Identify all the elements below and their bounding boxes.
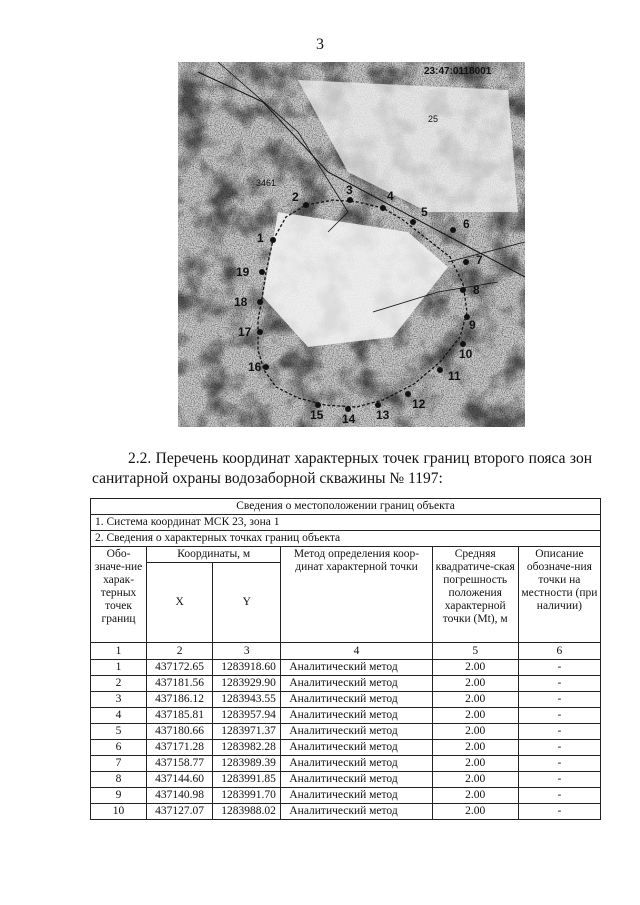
- coord-x: 437181.56: [147, 676, 213, 692]
- column-number: 5: [432, 643, 518, 660]
- boundary-point-label: 4: [387, 189, 394, 203]
- boundary-point-marker: [450, 227, 456, 233]
- table-row: [91, 692, 601, 708]
- boundary-point-label: 5: [421, 205, 428, 219]
- header-x: X: [147, 563, 213, 643]
- boundary-point-label: 8: [473, 283, 480, 297]
- column-number: 2: [147, 643, 213, 660]
- table-body: [91, 660, 601, 820]
- boundary-point-label: 15: [310, 408, 324, 422]
- table-title: Сведения о местоположении границ объекта: [91, 499, 601, 515]
- boundary-point-label: 16: [248, 360, 262, 374]
- boundary-point-label: 1: [257, 231, 264, 245]
- boundary-point-marker: [303, 202, 309, 208]
- boundary-point-label: 11: [448, 369, 461, 383]
- error-cell: 2.00: [432, 676, 518, 692]
- coord-y: 1283989.39: [213, 756, 281, 772]
- boundary-point-label: 10: [459, 347, 473, 361]
- method-cell: Аналитический метод: [281, 708, 432, 724]
- table-row: [91, 660, 601, 676]
- method-cell: Аналитический метод: [281, 756, 432, 772]
- boundary-point-label: 7: [476, 253, 483, 267]
- method-cell: Аналитический метод: [281, 772, 432, 788]
- point-number: 1: [91, 660, 147, 676]
- method-cell: Аналитический метод: [281, 724, 432, 740]
- error-cell: 2.00: [432, 660, 518, 676]
- method-cell: Аналитический метод: [281, 692, 432, 708]
- error-cell: 2.00: [432, 708, 518, 724]
- boundary-point-label: 3: [346, 183, 353, 197]
- coordinates-table: [90, 498, 601, 820]
- header-y: Y: [213, 563, 281, 643]
- coord-x: 437171.28: [147, 740, 213, 756]
- description-cell: -: [518, 804, 600, 820]
- column-number: 3: [213, 643, 281, 660]
- error-cell: 2.00: [432, 756, 518, 772]
- column-numbers-row: [91, 643, 601, 660]
- header-designation: Обо-значе-ние харак-терных точек границ: [91, 547, 147, 643]
- table-title-row: [91, 499, 601, 515]
- table-row: [91, 804, 601, 820]
- point-number: 9: [91, 788, 147, 804]
- description-cell: -: [518, 772, 600, 788]
- description-cell: -: [518, 788, 600, 804]
- header-error: Средняя квадратиче-ская погрешность положения характерной точки (Mt), м: [432, 547, 518, 643]
- description-cell: -: [518, 692, 600, 708]
- table-row: [91, 676, 601, 692]
- boundary-point-marker: [380, 205, 386, 211]
- coord-y: 1283929.90: [213, 676, 281, 692]
- header-method: Метод определения коор-динат характерной точки: [281, 547, 432, 643]
- coord-x: 437186.12: [147, 692, 213, 708]
- method-cell: Аналитический метод: [281, 788, 432, 804]
- description-cell: -: [518, 740, 600, 756]
- coord-x: 437140.98: [147, 788, 213, 804]
- header-coordinates: Координаты, м: [147, 547, 281, 563]
- point-number: 5: [91, 724, 147, 740]
- description-cell: -: [518, 660, 600, 676]
- coord-y: 1283991.85: [213, 772, 281, 788]
- boundary-point-marker: [257, 299, 263, 305]
- coord-y: 1283991.70: [213, 788, 281, 804]
- table-row: [91, 788, 601, 804]
- boundary-point-marker: [263, 364, 269, 370]
- point-number: 2: [91, 676, 147, 692]
- coord-x: 437185.81: [147, 708, 213, 724]
- table-system-row: [91, 515, 601, 531]
- column-number: 4: [281, 643, 432, 660]
- error-cell: 2.00: [432, 724, 518, 740]
- table-points-row: [91, 531, 601, 547]
- column-number: 6: [518, 643, 600, 660]
- boundary-point-label: 18: [234, 295, 248, 309]
- boundary-point-label: 9: [469, 318, 476, 332]
- boundary-point-label: 6: [463, 217, 470, 231]
- point-number: 4: [91, 708, 147, 724]
- error-cell: 2.00: [432, 804, 518, 820]
- coord-y: 1283957.94: [213, 708, 281, 724]
- table-row: [91, 724, 601, 740]
- coord-x: 437172.65: [147, 660, 213, 676]
- boundary-point-marker: [405, 391, 411, 397]
- points-section-title: 2. Сведения о характерных точках границ объекта: [91, 531, 601, 547]
- boundary-point-marker: [257, 329, 263, 335]
- description-cell: -: [518, 724, 600, 740]
- error-cell: 2.00: [432, 692, 518, 708]
- boundary-point-label: 19: [236, 265, 250, 279]
- coord-y: 1283943.55: [213, 692, 281, 708]
- coord-y: 1283982.28: [213, 740, 281, 756]
- boundary-point-label: 12: [412, 397, 426, 411]
- map-label: 25: [428, 114, 439, 124]
- error-cell: 2.00: [432, 788, 518, 804]
- coord-x: 437180.66: [147, 724, 213, 740]
- method-cell: Аналитический метод: [281, 740, 432, 756]
- boundary-point-marker: [259, 269, 265, 275]
- point-number: 7: [91, 756, 147, 772]
- boundary-point-marker: [410, 219, 416, 225]
- coord-x: 437144.60: [147, 772, 213, 788]
- map-label: 3461: [256, 178, 277, 188]
- method-cell: Аналитический метод: [281, 804, 432, 820]
- page-number: 3: [316, 36, 324, 53]
- point-number: 3: [91, 692, 147, 708]
- error-cell: 2.00: [432, 772, 518, 788]
- point-number: 10: [91, 804, 147, 820]
- boundary-point-label: 13: [376, 408, 390, 422]
- map-image: [178, 62, 525, 427]
- table-header-row-1: [91, 547, 601, 563]
- point-number: 8: [91, 772, 147, 788]
- coord-y: 1283988.02: [213, 804, 281, 820]
- table-row: [91, 772, 601, 788]
- coord-y: 1283971.37: [213, 724, 281, 740]
- method-cell: Аналитический метод: [281, 676, 432, 692]
- coord-x: 437158.77: [147, 756, 213, 772]
- coord-y: 1283918.60: [213, 660, 281, 676]
- table-row: [91, 740, 601, 756]
- section-title: 2.2. Перечень координат характерных точек границ второго пояса зон санитарной охраны водозаборной скважины № 1197:: [92, 450, 592, 487]
- error-cell: 2.00: [432, 740, 518, 756]
- map-header-code: 23:47:0118001: [424, 66, 492, 77]
- coord-x: 437127.07: [147, 804, 213, 820]
- coordinate-system: 1. Система координат МСК 23, зона 1: [91, 515, 601, 531]
- boundary-point-label: 17: [238, 325, 252, 339]
- description-cell: -: [518, 756, 600, 772]
- boundary-point-marker: [347, 197, 353, 203]
- boundary-point-label: 14: [342, 412, 356, 426]
- table-row: [91, 756, 601, 772]
- boundary-point-label: 2: [292, 190, 299, 204]
- boundary-point-marker: [270, 237, 276, 243]
- description-cell: -: [518, 676, 600, 692]
- boundary-point-marker: [437, 367, 443, 373]
- boundary-point-marker: [460, 287, 466, 293]
- boundary-point-marker: [463, 259, 469, 265]
- table-row: [91, 708, 601, 724]
- method-cell: Аналитический метод: [281, 660, 432, 676]
- column-number: 1: [91, 643, 147, 660]
- description-cell: -: [518, 708, 600, 724]
- header-description: Описание обозначе-ния точки на местности (при наличии): [518, 547, 600, 643]
- point-number: 6: [91, 740, 147, 756]
